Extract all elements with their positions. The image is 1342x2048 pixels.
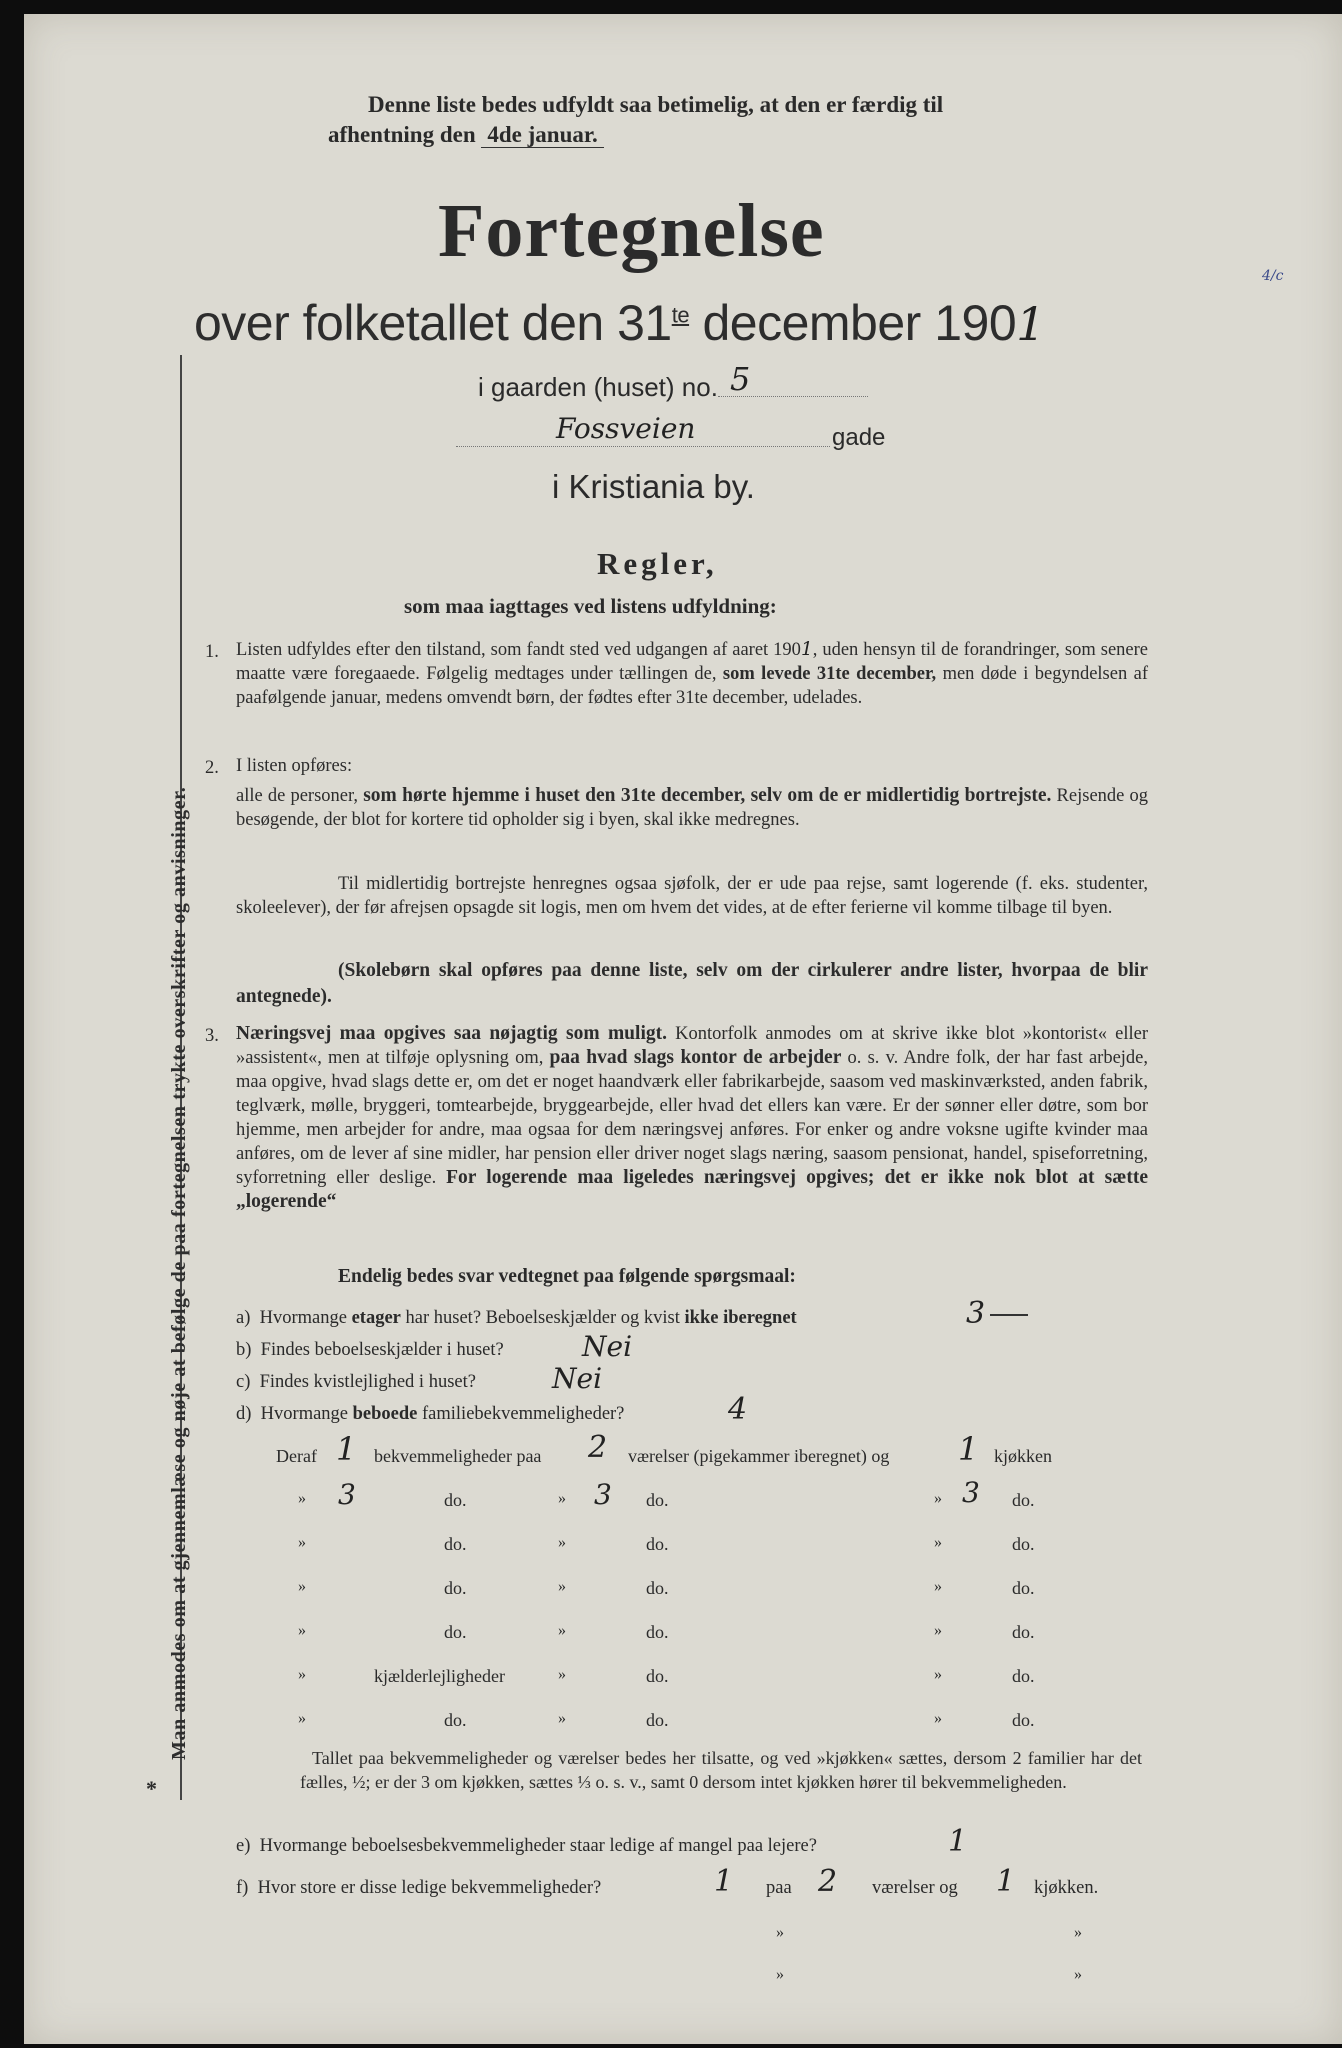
rule-3-part-b: o. s. v. Andre folk, der har fast arbejde, maa opgive, hvad slags dette er, om det er noget haandværk eller fabrikarbejde, saasom ved maskinværksted, anden fabrik, teglværk, mølle, bryggeri, tomtearbejde, bryggearbejde, eller hvad det ellers kan være. Er der sønner eller døtre, som bor hjemme, men arbejder for andre, maa ogsaa for dem næringsvej anføres. For enker og andre voksne ugifte kvinder maa anføres, om de lever af sine midler, har pension eller driver noget slags næring, saasom pensionat, handel, spiseforretning, syforretning eller deslige. [236,1048,1149,1188]
rule-2-paragraph-3: (Skolebørn skal opføres paa denne liste, selv om der cirkulerer andre lister, hvorpaa de blir antegnede). [236,960,1148,1007]
rule-3-bold-a: Næringsvej maa opgives saa nøjagtig som muligt. [236,1023,667,1044]
question-e-text: Hvormange beboelsesbekvemmeligheder staar ledige af mangel paa lejere? [259,1836,817,1856]
question-d-text-b: familiebekvemmeligheder? [417,1404,625,1424]
deraf-first-a: 1 [336,1430,357,1468]
deraf-do: do. [444,1710,467,1730]
question-a [236,1308,797,1329]
rule-1-text [236,638,1148,710]
deraf-mark: » [558,1578,566,1595]
question-d-bold: beboede [352,1404,418,1424]
question-d [236,1404,624,1425]
house-number: 5 [730,360,751,398]
question-b-label: b) [236,1340,252,1360]
rule-3-number: 3. [205,1026,219,1046]
subtitle-suffix: december 190 [689,295,1017,351]
question-f-text: Hvor store er disse ledige bekvemmeligheder? [257,1878,602,1898]
answer-c: Nei [552,1362,603,1395]
street-field [456,414,830,447]
answer-d: 4 [728,1392,748,1427]
deraf-col2: værelser (pigekammer iberegnet) og [628,1446,890,1466]
deraf-mark: » [776,1966,784,1983]
deraf-do: do. [444,1490,467,1510]
question-f [236,1878,601,1899]
deraf-row1-b: 3 [594,1478,612,1511]
deraf-mark: » [558,1490,566,1507]
answer-b: Nei [582,1330,633,1363]
rule-1-bold: som levede 31te december, [722,664,937,684]
deraf-do: do. [1012,1534,1035,1554]
street-name: Fossveien [556,412,696,445]
deraf-do: do. [1012,1622,1035,1642]
rules-subheading: som maa iagttages ved listens udfyldning: [404,594,777,618]
city-line: i Kristiania by. [552,468,755,505]
deraf-mark: » [934,1578,942,1595]
deraf-do: do. [1012,1710,1035,1730]
rule-2-paragraph-1 [236,784,1148,832]
question-e-label: e) [236,1836,251,1856]
rule-1-part-b: , uden hensyn til de forandringer, som senere maatte være foregaaede. Følgelig medtages under tællingen de, [236,640,1148,684]
notice-prefix: afhentning den [328,122,482,147]
deraf-first-b: 2 [588,1430,608,1465]
question-a-text-a: Hvormange [259,1308,352,1328]
deraf-mark: » [934,1622,942,1639]
questions-heading: Endelig bedes svar vedtegnet paa følgende spørgsmaal: [338,1266,796,1287]
question-a-bold-a: etager [351,1308,401,1328]
deraf-basement-label: kjælderlejligheder [374,1666,505,1686]
deraf-mark: » [298,1578,306,1595]
deraf-mark: » [298,1666,306,1683]
rule-2-p1-b: Rejsende og besøgende, der blot for kortere tid opholder sig i byen, skal ikke medregnes. [236,786,1149,830]
deraf-mark: » [298,1534,306,1551]
deraf-do: do. [1012,1578,1035,1598]
rule-2-paragraph-2: Til midlertidig bortrejste henregnes ogsaa sjøfolk, der er ude paa rejse, samt logerende (f. eks. studenter, skoleelever), der før afrejsen opsagde sit logis, men om hvem det vides, at de efter ferierne vil komme tilbage til byen. [236,874,1148,918]
rule-3-part-a: Kontorfolk anmodes om at skrive ikke blot »kontorist« eller »assistent«, men at tilføje oplysning om, [236,1024,1148,1068]
margin-instruction: Man anmodes om at gjennemlæse og nøje at befølge de paa fortegnelsen trykte overskrifter og anvisninger. [168,786,190,1760]
answer-a: 3 [966,1296,986,1331]
deraf-do: do. [646,1710,669,1730]
question-a-text-b: har huset? Beboelseskjælder og kvist [400,1308,685,1328]
notice-line-2 [328,122,604,148]
rule-1-part-a: Listen udfyldes efter den tilstand, som fandt sted ved udgangen af aaret 190 [236,640,801,660]
deraf-mark: » [1074,1924,1082,1941]
rule-1-year-handwritten: 1 [800,639,813,660]
page-title: Fortegnelse [438,189,825,273]
deraf-col3: kjøkken [994,1446,1052,1466]
deraf-mark: » [934,1666,942,1683]
subtitle-prefix: over folketallet den 31 [194,295,672,351]
question-b-text: Findes beboelseskjælder i huset? [260,1340,504,1360]
question-c-text: Findes kvistlejlighed i huset? [259,1372,476,1392]
notice-date: 4de januar. [481,122,603,148]
rule-3-text [236,1022,1148,1214]
deraf-mark: » [934,1534,942,1551]
deraf-mark: » [298,1622,306,1639]
deraf-col1: bekvemmeligheder paa [374,1446,542,1466]
question-f-paa: paa [766,1878,792,1898]
deraf-mark: » [558,1710,566,1727]
deraf-do: do. [646,1490,669,1510]
subtitle-superscript: te [671,302,690,328]
deraf-mark: » [934,1710,942,1727]
question-f-kjokken: kjøkken. [1034,1878,1099,1898]
rule-1-number: 1. [205,642,219,662]
deraf-mark: » [558,1622,566,1639]
deraf-row1-a: 3 [338,1478,356,1511]
deraf-do: do. [646,1578,669,1598]
rule-3-bold-c: For logerende maa ligeledes næringsvej opgives; det er ikke nok blot at sætte „logerende“ [236,1167,1148,1212]
question-d-text-a: Hvormange [260,1404,353,1424]
deraf-do: do. [1012,1490,1035,1510]
question-d-label: d) [236,1404,252,1424]
deraf-mark: » [1074,1966,1082,1983]
question-c-label: c) [236,1372,251,1392]
rule-1-part-c: men døde i begyndelsen af paafølgende januar, medens omvendt børn, der fødtes efter 31te december, udelades. [236,664,1149,708]
deraf-mark: » [776,1924,784,1941]
question-a-bold-b: ikke iberegnet [684,1308,797,1328]
margin-asterisk: * [146,1776,157,1801]
house-label: i gaarden (huset) no. [478,372,718,402]
answer-f-2: 2 [818,1864,838,1899]
deraf-mark: » [558,1666,566,1683]
rule-2-number: 2. [205,758,219,778]
deraf-do: do. [646,1666,669,1686]
deraf-do: do. [444,1578,467,1598]
deraf-do: do. [444,1622,467,1642]
street-suffix: gade [832,424,886,451]
deraf-mark: » [298,1710,306,1727]
house-number-field [718,360,868,398]
rule-3-bold-b: paa hvad slags kontor de arbejder [549,1047,842,1068]
deraf-first-c: 1 [958,1430,979,1468]
answer-e: 1 [948,1824,968,1859]
deraf-mark: » [934,1490,942,1507]
answer-f-3: 1 [996,1864,1016,1899]
page-subtitle [194,294,1045,352]
deraf-do: do. [646,1622,669,1642]
question-f-vaerelser: værelser og [872,1878,958,1898]
rule-2-p1-bold: som hørte hjemme i huset den 31te december, selv om de er midlertidig bortrejste. [363,785,1052,806]
deraf-do: do. [444,1534,467,1554]
subtitle-year-handwritten: 1 [1016,297,1045,351]
rule-2-intro: I listen opføres: [236,756,353,776]
deraf-row1-c: 3 [962,1476,980,1509]
question-b [236,1340,504,1361]
fraction-note: Tallet paa bekvemmeligheder og værelser bedes her tilsatte, og ved »kjøkken« sættes, dersom 2 familier har det fælles, ½; er der 3 om kjøkken, sættes ⅓ o. s. v., samt 0 dersom intet kjøkken hører til bekvemmeligheden. [300,1748,1142,1792]
rules-heading: Regler, [597,546,718,581]
notice-line-1: Denne liste bedes udfyldt saa betimelig, at den er færdig til [368,92,944,117]
deraf-do: do. [646,1534,669,1554]
question-f-label: f) [236,1878,249,1898]
answer-f-1: 1 [714,1864,734,1899]
deraf-lead: Deraf [276,1446,317,1466]
answer-a-dash [990,1314,1028,1316]
question-a-label: a) [236,1308,251,1328]
question-e [236,1836,817,1857]
deraf-mark: » [298,1490,306,1507]
question-c [236,1372,476,1393]
deraf-mark: » [558,1534,566,1551]
rule-2-p1-a: alle de personer, [236,786,364,806]
deraf-do: do. [1012,1666,1035,1686]
corner-mark: 4/c [1262,268,1284,284]
